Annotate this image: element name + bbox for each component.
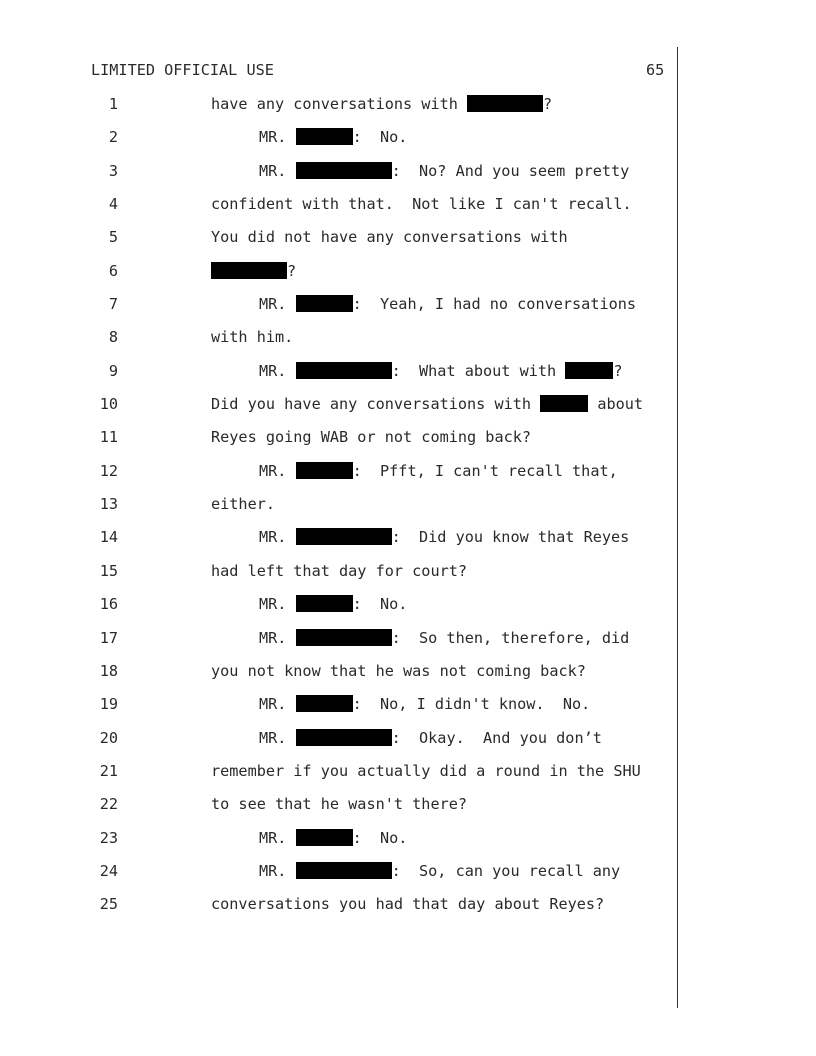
transcript-line xyxy=(0,695,816,728)
line-number: 21 xyxy=(99,761,118,780)
redaction-block xyxy=(296,362,392,379)
line-text: you not know that he was not coming back? xyxy=(211,661,586,680)
line-text: have any conversations with ? xyxy=(211,95,553,113)
transcript-line xyxy=(0,262,816,295)
line-number: 4 xyxy=(108,195,118,214)
line-number: 8 xyxy=(108,328,118,347)
transcript-line xyxy=(0,95,816,128)
transcript-line xyxy=(0,228,816,261)
line-text: MR. : What about with ? xyxy=(259,361,623,380)
line-text: either. xyxy=(211,495,276,514)
line-number: 22 xyxy=(99,795,118,814)
line-text: MR. : No. xyxy=(259,828,408,847)
redaction-block xyxy=(296,128,353,145)
line-number: 14 xyxy=(99,528,118,547)
line-text: MR. : Did you know that Reyes xyxy=(259,528,630,547)
redaction-block xyxy=(296,862,392,879)
transcript-line xyxy=(0,795,816,828)
redaction-block xyxy=(211,262,287,279)
line-number: 2 xyxy=(108,128,118,147)
page-number: 65 xyxy=(646,61,665,79)
transcript-line xyxy=(0,729,816,762)
line-text: You did not have any conversations with xyxy=(211,228,568,247)
line-number: 20 xyxy=(99,728,118,747)
transcript-line xyxy=(0,362,816,395)
line-number: 17 xyxy=(99,628,118,647)
transcript-line xyxy=(0,862,816,895)
line-text: Reyes going WAB or not coming back? xyxy=(211,428,532,447)
redaction-block xyxy=(296,462,353,479)
redaction-block xyxy=(467,95,543,112)
line-number: 25 xyxy=(99,895,118,914)
line-number: 10 xyxy=(99,395,118,414)
line-text: MR. : No. xyxy=(259,595,408,614)
transcript-line xyxy=(0,629,816,662)
line-number: 19 xyxy=(99,695,118,714)
transcript-line xyxy=(0,462,816,495)
line-number: 15 xyxy=(99,561,118,580)
page-header-classification: LIMITED OFFICIAL USE xyxy=(91,61,274,79)
line-number: 13 xyxy=(99,495,118,514)
transcript-line xyxy=(0,562,816,595)
transcript-line xyxy=(0,195,816,228)
line-text: MR. : Okay. And you don’t xyxy=(259,728,602,747)
line-text: to see that he wasn't there? xyxy=(211,795,468,814)
transcript-line xyxy=(0,495,816,528)
line-text: MR. : Pfft, I can't recall that, xyxy=(259,461,618,480)
line-number: 6 xyxy=(108,261,118,280)
redaction-block xyxy=(296,695,353,712)
line-text: with him. xyxy=(211,328,294,347)
line-text: MR. : No? And you seem pretty xyxy=(259,161,630,180)
line-number: 1 xyxy=(108,95,118,113)
transcript-line xyxy=(0,328,816,361)
line-number: 16 xyxy=(99,595,118,614)
line-number: 12 xyxy=(99,461,118,480)
transcript-body xyxy=(0,95,816,929)
redaction-block xyxy=(296,829,353,846)
transcript-line xyxy=(0,295,816,328)
transcript-line xyxy=(0,829,816,862)
line-text: had left that day for court? xyxy=(211,561,468,580)
line-text: MR. : No. xyxy=(259,128,408,147)
redaction-block xyxy=(296,162,392,179)
line-number: 5 xyxy=(108,228,118,247)
line-text: conversations you had that day about Reyes? xyxy=(211,895,605,914)
line-number: 18 xyxy=(99,661,118,680)
transcript-line xyxy=(0,762,816,795)
line-text: MR. : So, can you recall any xyxy=(259,861,621,880)
line-text: ? xyxy=(211,262,296,280)
redaction-block xyxy=(296,595,353,612)
line-text: remember if you actually did a round in the SHU xyxy=(211,761,641,780)
line-text: Did you have any conversations with about xyxy=(211,395,644,414)
line-number: 11 xyxy=(99,428,118,447)
redaction-block xyxy=(565,362,613,379)
line-number: 9 xyxy=(108,361,118,380)
line-number: 7 xyxy=(108,295,118,314)
transcript-line xyxy=(0,895,816,928)
line-text: MR. : No, I didn't know. No. xyxy=(259,695,591,714)
line-text: MR. : Yeah, I had no conversations xyxy=(259,295,637,314)
line-number: 23 xyxy=(99,828,118,847)
transcript-line xyxy=(0,395,816,428)
line-number: 24 xyxy=(99,861,118,880)
redaction-block xyxy=(296,629,392,646)
redaction-block xyxy=(296,528,392,545)
transcript-line xyxy=(0,662,816,695)
transcript-line xyxy=(0,162,816,195)
line-number: 3 xyxy=(108,161,118,180)
line-text: confident with that. Not like I can't recall. xyxy=(211,195,632,214)
redaction-block xyxy=(540,395,588,412)
transcript-line xyxy=(0,428,816,461)
line-text: MR. : So then, therefore, did xyxy=(259,628,630,647)
redaction-block xyxy=(296,295,353,312)
transcript-line xyxy=(0,128,816,161)
transcript-line xyxy=(0,528,816,561)
redaction-block xyxy=(296,729,392,746)
transcript-line xyxy=(0,595,816,628)
